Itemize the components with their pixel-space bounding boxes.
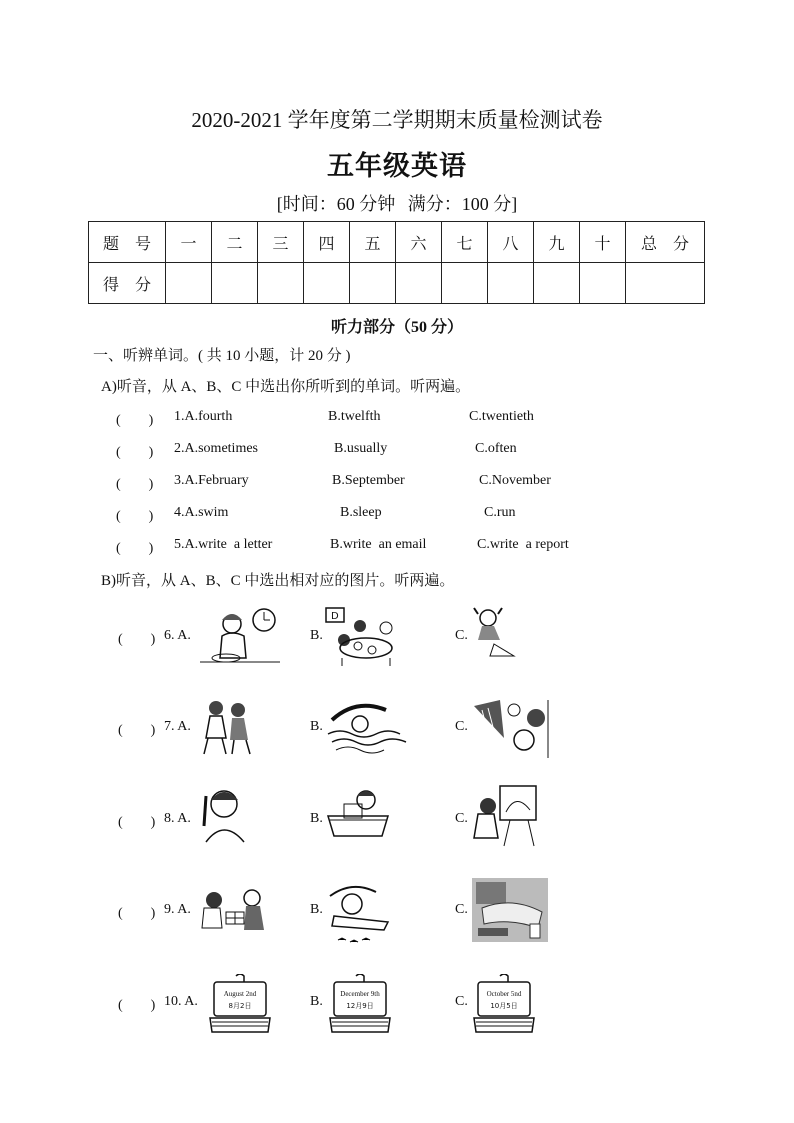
score-input-cell[interactable] — [626, 263, 705, 304]
time-limit: [时间：60 分钟 — [276, 194, 396, 214]
option-a: 4.A.swim — [174, 505, 229, 520]
score-input-cell[interactable] — [166, 263, 212, 304]
question-number: 8. A. — [164, 811, 191, 826]
option-c-label: C. — [455, 902, 468, 917]
option-b: B.sleep — [340, 505, 382, 520]
score-input-cell[interactable] — [212, 263, 258, 304]
playing-cards-photo — [472, 878, 548, 942]
option-c-label: C. — [455, 811, 468, 826]
answer-blank[interactable]: ( ) — [118, 723, 156, 738]
child-swimming-picture — [326, 700, 410, 754]
calendar-date-zh: 8月2日 — [228, 1002, 252, 1010]
grade-subject-title: 五年级英语 — [327, 151, 467, 182]
score-input-cell[interactable] — [534, 263, 580, 304]
score-table-cell: 一 — [166, 222, 212, 263]
option-b: B.usually — [334, 441, 388, 456]
score-table-cell: 二 — [212, 222, 258, 263]
kids-dinner-table-picture — [322, 606, 402, 668]
calendar-date-en: October 5nd — [486, 990, 522, 998]
calendar-date-zh: 10月5日 — [490, 1002, 518, 1010]
answer-blank[interactable]: ( ) — [118, 906, 156, 921]
answer-blank[interactable]: ( ) — [116, 509, 154, 524]
score-input-cell[interactable] — [442, 263, 488, 304]
exam-title: 2020-2021 学年度第二学期期末质量检测试卷 — [191, 108, 603, 132]
answer-blank[interactable]: ( ) — [118, 815, 156, 830]
option-c: C.write a report — [477, 537, 569, 552]
calendar-date-en: December 9th — [340, 990, 380, 998]
listening-section-heading: 听力部分（50 分） — [330, 319, 463, 336]
answer-blank[interactable]: ( ) — [118, 998, 156, 1013]
score-input-cell[interactable] — [304, 263, 350, 304]
score-table-cell: 六 — [396, 222, 442, 263]
option-c: C.run — [484, 505, 516, 520]
score-table-cell: 七 — [442, 222, 488, 263]
kids-playing-chess-picture — [198, 888, 270, 936]
option-a: 2.A.sometimes — [174, 441, 258, 456]
svg-text:D: D — [331, 611, 339, 622]
question-number: 9. A. — [164, 902, 191, 917]
score-input-cell[interactable] — [350, 263, 396, 304]
score-row-label: 得 分 — [89, 263, 166, 304]
option-b-label: B. — [310, 719, 323, 734]
option-a: 5.A.write a letter — [174, 537, 273, 552]
section-b-instructions: B)听音，从 A、B、C 中选出相对应的图片。听两遍。 — [101, 573, 455, 589]
score-table-cell: 五 — [350, 222, 396, 263]
option-c: C.November — [479, 473, 551, 488]
option-b-label: B. — [310, 994, 323, 1009]
score-table-cell: 八 — [488, 222, 534, 263]
option-c: C.twentieth — [469, 409, 534, 424]
option-c-label: C. — [455, 628, 468, 643]
calendar-august-picture — [206, 974, 274, 1036]
option-a: 1.A.fourth — [174, 409, 233, 424]
option-b: B.write an email — [330, 537, 427, 552]
score-table — [88, 221, 705, 304]
answer-blank[interactable]: ( ) — [116, 445, 154, 460]
calendar-date-zh: 12月9日 — [346, 1002, 374, 1010]
question-number: 6. A. — [164, 628, 191, 643]
part-one-heading: 一、听辨单词。( 共 10 小题，计 20 分 ) — [93, 348, 351, 364]
score-table-score-row — [89, 263, 705, 304]
score-table-header-row — [89, 222, 705, 263]
score-table-cell: 四 — [304, 222, 350, 263]
section-a-instructions: A)听音，从 A、B、C 中选出你所听到的单词。听两遍。 — [101, 379, 471, 395]
boy-on-phone-picture — [198, 786, 248, 844]
score-input-cell[interactable] — [488, 263, 534, 304]
option-c: C.often — [475, 441, 517, 456]
score-table-cell: 题 号 — [89, 222, 166, 263]
girls-with-fan-picture — [470, 698, 550, 760]
question-number: 7. A. — [164, 719, 191, 734]
score-table-cell: 总 分 — [626, 222, 705, 263]
answer-blank[interactable]: ( ) — [116, 541, 154, 556]
girl-eating-clock-picture — [200, 606, 280, 666]
option-b-label: B. — [310, 902, 323, 917]
exam-time-info — [0, 190, 794, 216]
score-input-cell[interactable] — [258, 263, 304, 304]
score-table-cell: 十 — [580, 222, 626, 263]
question-number: 10. A. — [164, 994, 198, 1009]
score-table-cell: 三 — [258, 222, 304, 263]
answer-blank[interactable]: ( ) — [116, 413, 154, 428]
calendar-october-picture — [470, 974, 538, 1036]
option-b-label: B. — [310, 628, 323, 643]
option-c-label: C. — [455, 719, 468, 734]
girl-painting-picture — [470, 782, 542, 848]
answer-blank[interactable]: ( ) — [118, 632, 156, 647]
option-a: 3.A.February — [174, 473, 249, 488]
calendar-date-en: August 2nd — [223, 990, 257, 998]
option-c-label: C. — [455, 994, 468, 1009]
option-b: B.twelfth — [328, 409, 381, 424]
boy-watching-ants-picture — [324, 882, 392, 946]
option-b-label: B. — [310, 811, 323, 826]
answer-blank[interactable]: ( ) — [116, 477, 154, 492]
score-input-cell[interactable] — [396, 263, 442, 304]
calendar-december-picture — [326, 974, 394, 1036]
option-b: B.September — [332, 473, 405, 488]
boy-reading-in-bath-picture — [324, 786, 392, 840]
full-score: 满分：100 分] — [407, 194, 518, 214]
score-input-cell[interactable] — [580, 263, 626, 304]
kids-hiking-picture — [198, 698, 258, 756]
score-table-cell: 九 — [534, 222, 580, 263]
girl-doing-chores-picture — [470, 606, 520, 660]
